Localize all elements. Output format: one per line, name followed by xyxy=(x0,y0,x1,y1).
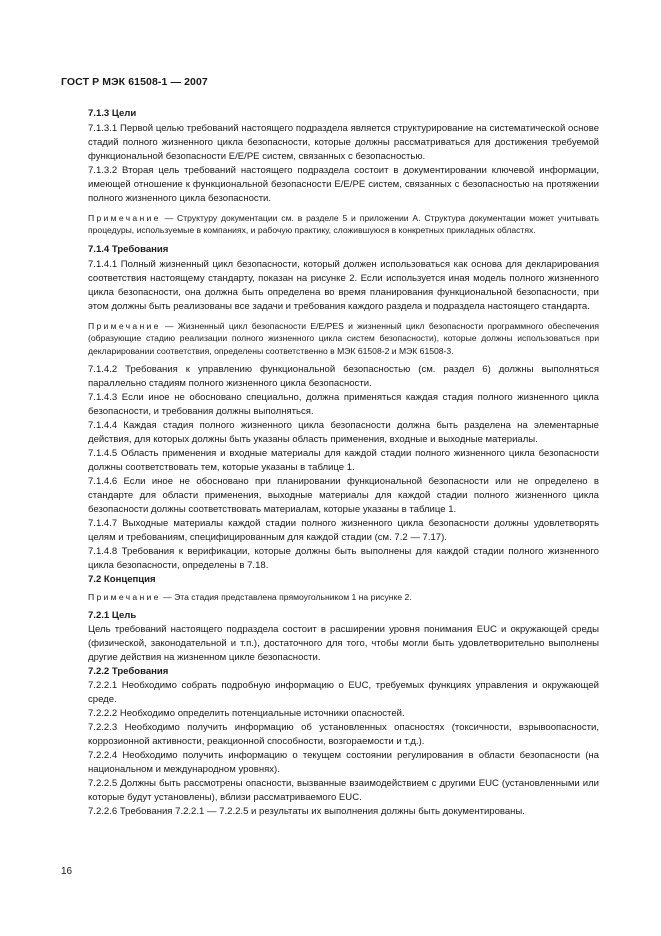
para-7-2-1: Цель требований настоящего подраздела состоит в расширении уровня понимания EUC и окружающей среды (физической, законодательной и т.п.), достаточного для того, чтобы могли быть удовлетворительно выполнены другие действия на жизненном цикле безопасности. xyxy=(88,624,599,664)
document-header: ГОСТ Р МЭК 61508-1 — 2007 xyxy=(61,76,208,88)
heading-7-2-2: 7.2.2 Требования xyxy=(88,666,169,678)
note-label: Примечание xyxy=(88,320,161,331)
para-7-2-2-5: 7.2.2.5 Должны быть рассмотрены опасности, вызванные взаимодействием с другими EUC (установленными или которые будут установлены), вблизи рассматриваемого EUC. xyxy=(88,778,599,804)
heading-7-2-1: 7.2.1 Цель xyxy=(88,610,137,622)
para-7-1-4-1: 7.1.4.1 Полный жизненный цикл безопасности, который должен использоваться как основа для декларирования соответствия настоящему стандарту, показан на рисунке 2. Если используется иная модель полного жизненного цикла безопасности, она должна быть определена во время планирования функциональной безопасности, при этом должны быть реализованы все задачи и требования каждого раздела и подраздела настоящего стандарта. xyxy=(88,258,599,312)
para-7-1-4-4: 7.1.4.4 Каждая стадия полного жизненного цикла безопасности должна быть разделена на элементарные действия, для которых должны быть указаны область применения, входные и выходные материалы. xyxy=(88,420,599,446)
note-7-1-3 xyxy=(88,212,599,237)
para-7-1-4-8: 7.1.4.8 Требования к верификации, которые должны быть выполнены для каждой стадии полного жизненного цикла безопасности, определены в 7.18. xyxy=(88,546,599,572)
para-7-2-2-3: 7.2.2.3 Необходимо получить информацию об установленных опасностях (токсичности, взрывоопасности, коррозионной активности, реакционной способности, возгораемости и т.д.). xyxy=(88,722,599,748)
para-7-1-4-6: 7.1.4.6 Если иное не обосновано при планировании функциональной безопасности или не определено в стандарте для области применения, выходные материалы для каждой стадии полного жизненного цикла безопасности должны соответствовать материалам, которые указаны в таблице 1. xyxy=(88,476,599,516)
heading-7-1-3: 7.1.3 Цели xyxy=(88,108,137,119)
para-7-1-3-1: 7.1.3.1 Первой целью требований настоящего подраздела является структурирование на систематической основе стадий полного жизненного цикла безопасности, которые должны рассматриваться для достижения требуемой функциональной безопасности E/E/PE систем, связанных с безопасностью. xyxy=(88,123,599,162)
note-label: Примечание xyxy=(88,213,161,223)
para-7-2-2-4: 7.2.2.4 Необходимо получить информацию о текущем состоянии регулирования в области безопасности (на национальном и международном уровнях). xyxy=(88,750,599,776)
note-label: Примечание xyxy=(88,592,161,603)
para-7-1-4-5: 7.1.4.5 Область применения и входные материалы для каждой стадии полного жизненного цикла безопасности должны соответствовать тем, которые указаны в таблице 1. xyxy=(88,448,599,474)
note-text: — Эта стадия представлена прямоугольником 1 на рисунке 2. xyxy=(160,592,412,603)
note-text: — Жизненный цикл безопасности E/E/PES и жизненный цикл безопасности программного обеспечения (образующие стадию реализации полного жизненного цикла систем безопасности), которые должны использоваться при декларировании соответствия, определены соответственно в МЭК 61508-2 и МЭК 61508-3. xyxy=(88,320,599,356)
main-content xyxy=(88,107,599,819)
para-7-1-4-2: 7.1.4.2 Требования к управлению функциональной безопасностью (см. раздел 6) должны выполняться параллельно стадиям полного жизненного цикла безопасности. xyxy=(88,364,599,390)
page-number: 16 xyxy=(61,866,73,877)
para-7-2-2-2: 7.2.2.2 Необходимо определить потенциальные источники опасностей. xyxy=(88,708,405,720)
para-7-1-4-7: 7.1.4.7 Выходные материалы каждой стадии полного жизненного цикла безопасности должны удовлетворять целям и требованиям, специфицированным для каждой стадии (см. 7.2 — 7.17). xyxy=(88,518,599,544)
para-7-1-3-2: 7.1.3.2 Вторая цель требований настоящего подраздела состоит в документировании ключевой информации, имеющей отношение к функциональной безопасности E/E/PE систем, связанных с безопасностью на протяжении полного жизненного цикла безопасности. xyxy=(88,165,599,204)
note-7-2 xyxy=(88,591,599,603)
para-7-2-2-6: 7.2.2.6 Требования 7.2.2.1 — 7.2.2.5 и результаты их выполнения должны быть документированы. xyxy=(88,806,525,818)
note-7-1-4 xyxy=(88,320,599,357)
heading-7-1-4: 7.1.4 Требования xyxy=(88,243,169,255)
para-7-1-4-3: 7.1.4.3 Если иное не обосновано специально, должна применяться каждая стадия полного жизненного цикла безопасности, и требования должны выполняться. xyxy=(88,392,599,418)
para-7-2-2-1: 7.2.2.1 Необходимо собрать подробную информацию о EUC, требуемых функциях управления и окружающей среде. xyxy=(88,680,599,706)
heading-7-2: 7.2 Концепция xyxy=(88,574,156,586)
note-text: — Структуру документации см. в разделе 5 и приложении А. Структура документации может учитывать процедуры, используемые в компаниях, и рабочую практику, сложившуюся в конкретных прикладных областях. xyxy=(88,213,599,236)
